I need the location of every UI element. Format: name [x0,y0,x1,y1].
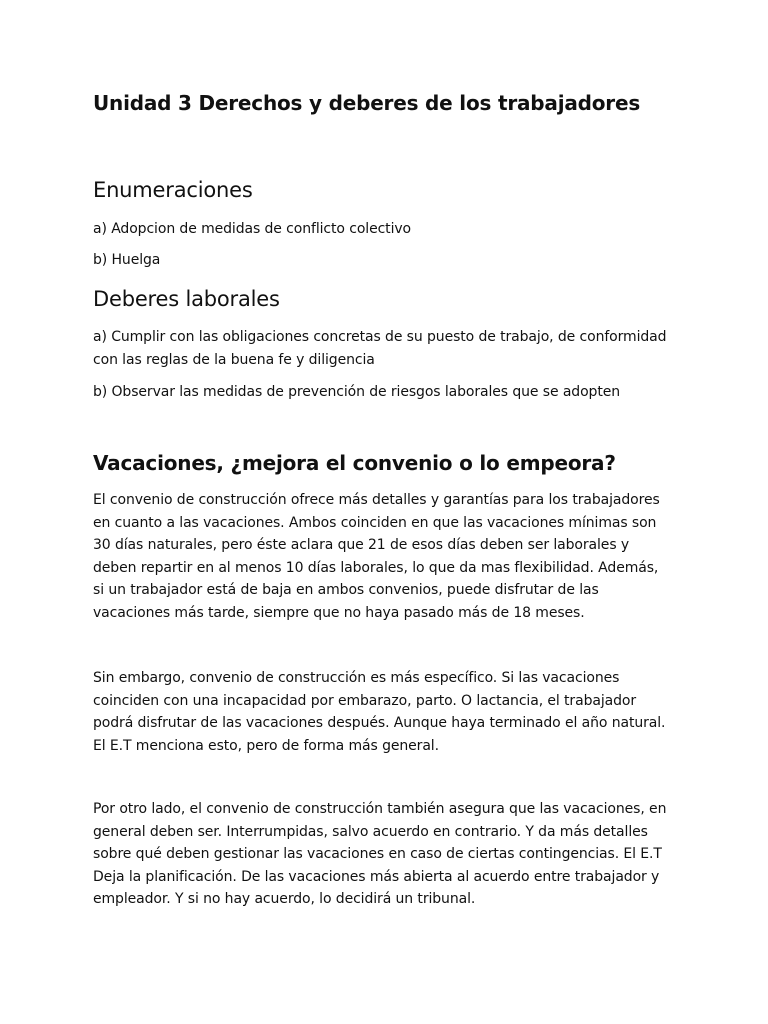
list-item: a) Adopcion de medidas de conflicto colectivo [93,221,412,237]
section-heading-vacaciones: Vacaciones, ¿mejora el convenio o lo empeora? [93,451,616,475]
list-item: b) Observar las medidas de prevención de riesgos laborales que se adopten [93,384,621,400]
paragraph: El convenio de construcción ofrece más detalles y garantías para los trabajadores en cuanto a las vacaciones. Ambos coinciden en que las vacaciones mínimas son 30 días naturales, pero éste aclara que 21 de esos días deben ser laborales y deben repartir en al menos 10 días laborales, lo que da mas flexibilidad. Además, si un trabajador está de baja en ambos convenios, puede disfrutar de las vacaciones más tarde, siempre que no haya pasado más de 18 meses. [93,492,660,621]
section-heading-deberes-laborales: Deberes laborales [93,287,280,311]
document-title: Unidad 3 Derechos y deberes de los trabajadores [93,91,641,115]
list-item: b) Huelga [93,252,161,268]
paragraph: Sin embargo, convenio de construcción es más específico. Si las vacaciones coinciden con una incapacidad por embarazo, parto. O lactancia, el trabajador podrá disfrutar de las vacaciones después. Aunque haya terminado el año natural. El E.T menciona esto, pero de forma más general. [93,670,666,754]
section-heading-enumeraciones: Enumeraciones [93,178,253,202]
list-item: a) Cumplir con las obligaciones concretas de su puesto de trabajo, de conformidad con las reglas de la buena fe y diligencia [93,329,667,368]
paragraph: Por otro lado, el convenio de construcción también asegura que las vacaciones, en general deben ser. Interrumpidas, salvo acuerdo en contrario. Y da más detalles sobre qué deben gestionar las vacaciones en caso de ciertas contingencias. El E.T Deja la planificación. De las vacaciones más abierta al acuerdo entre trabajador y empleador. Y si no hay acuerdo, lo decidirá un tribunal. [93,801,667,907]
